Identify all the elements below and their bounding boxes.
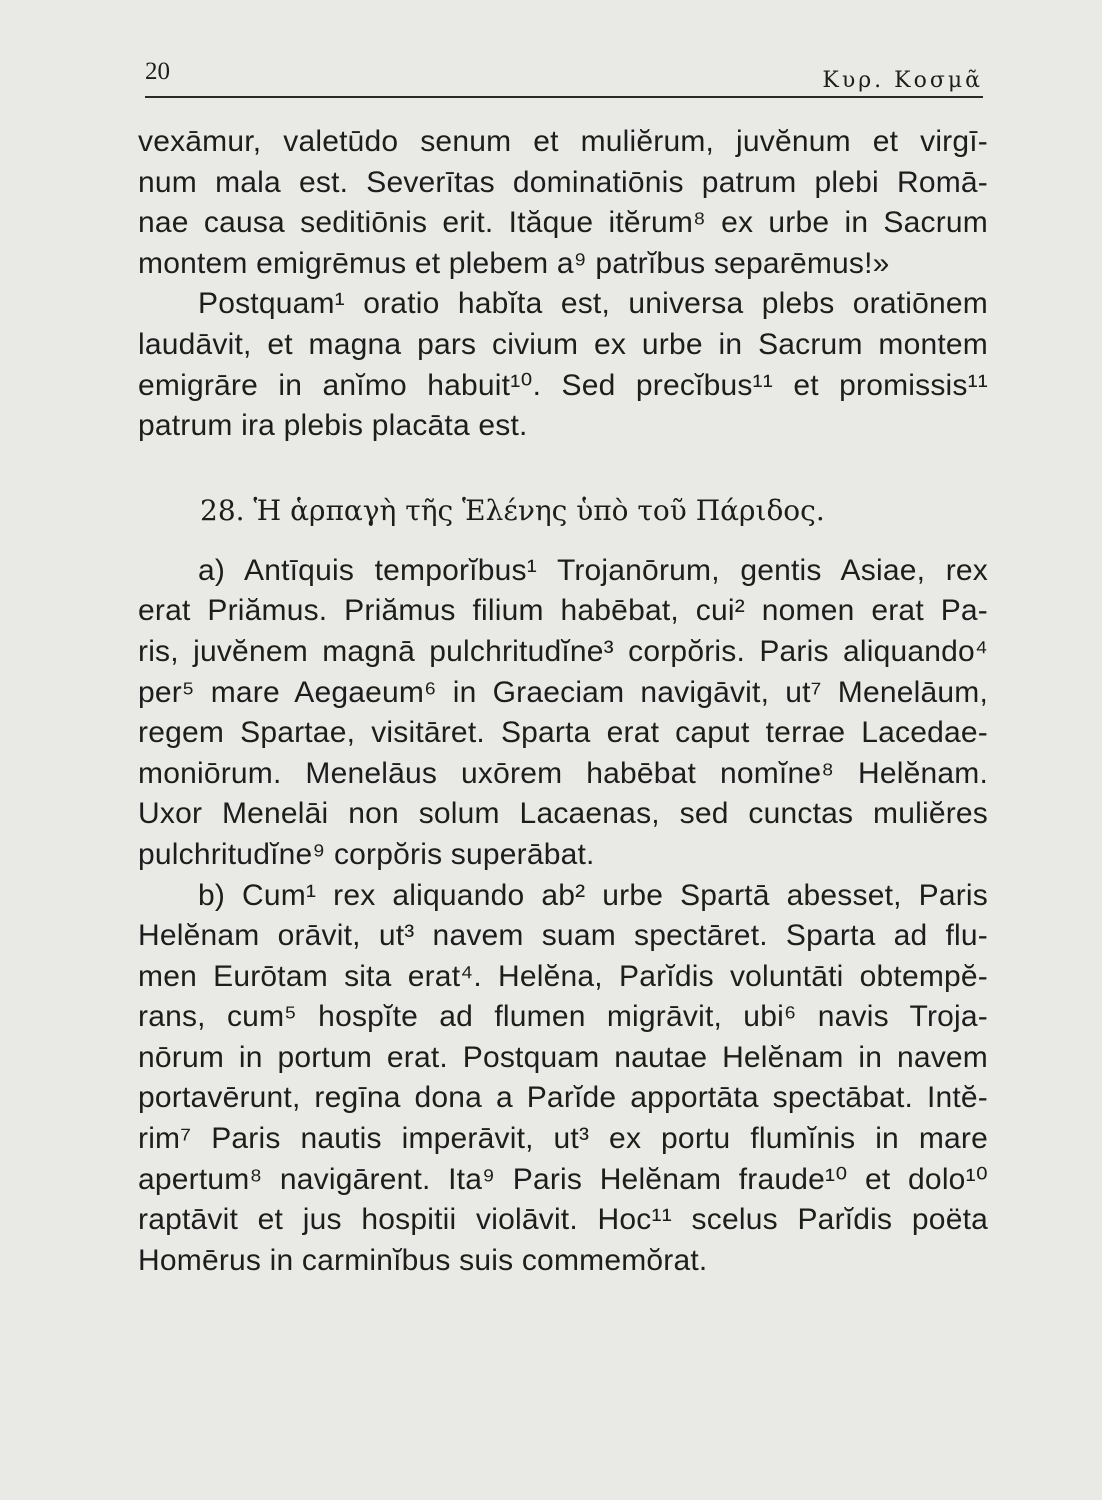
text-line: raptāvit et jus hospitii violāvit. Hoc¹¹ scelus Parĭdis poëta	[138, 1203, 988, 1237]
paragraph-1	[138, 122, 988, 284]
paragraph-3	[138, 551, 988, 876]
text-line: pulchritudĭne⁹ corpŏris superābat.	[138, 837, 595, 871]
text-line: men Eurōtam sita erat⁴. Helĕna, Parĭdis voluntāti obtempĕ-	[138, 959, 988, 993]
text-line: emigrāre in anĭmo habuit¹⁰. Sed precĭbus¹¹ et promissis¹¹	[138, 368, 988, 402]
text-line: moniōrum. Menelāus uxōrem habēbat nomĭne⁸ Helĕnam.	[138, 756, 988, 790]
text-line: a) Antīquis temporĭbus¹ Trojanōrum, gentis Asiae, rex	[198, 553, 988, 587]
text-line: b) Cum¹ rex aliquando ab² urbe Spartā abesset, Paris	[198, 878, 988, 912]
text-line: patrum ira plebis placāta est.	[138, 409, 528, 443]
text-line: nae causa seditiōnis erit. Ităque itĕrum⁸ ex urbe in Sacrum	[138, 206, 988, 240]
page-header	[145, 54, 983, 98]
text-line: rim⁷ Paris nautis imperāvit, ut³ ex portu flumĭnis in mare	[138, 1122, 988, 1156]
text-line: portavērunt, regīna dona a Parĭde apportāta spectābat. Intĕ-	[138, 1081, 988, 1115]
text-line: vexāmur, valetūdo senum et muliĕrum, juvĕnum et virgī-	[138, 125, 988, 158]
text-line: ris, juvĕnem magnā pulchritudĭne³ corpŏris. Paris aliquando⁴	[138, 634, 988, 668]
text-line: erat Priămus. Priămus filium habēbat, cui² nomen erat Pa-	[138, 594, 988, 628]
text-line: montem emigrēmus et plebem a⁹ patrĭbus separēmus!»	[138, 246, 890, 280]
text-line: laudāvit, et magna pars civium ex urbe in Sacrum montem	[138, 327, 988, 361]
text-line: apertum⁸ navigārent. Ita⁹ Paris Helĕnam fraude¹⁰ et dolo¹⁰	[138, 1162, 988, 1196]
section-heading: 28. Ἡ ἁρπαγὴ τῆς Ἑλένης ὑπὸ τοῦ Πάριδος.	[200, 493, 825, 527]
page-body	[138, 122, 988, 1281]
running-head: Κυρ. Κοσμᾶ	[822, 68, 983, 93]
text-line: nōrum in portum erat. Postquam nautae Helĕnam in navem	[138, 1040, 988, 1074]
text-line: regem Spartae, visitāret. Sparta erat caput terrae Lacedae-	[138, 716, 988, 750]
text-line: Homērus in carminĭbus suis commemŏrat.	[138, 1243, 708, 1277]
paragraph-4	[138, 876, 988, 1282]
paragraph-2	[138, 284, 988, 446]
text-line: Uxor Menelāi non solum Lacaenas, sed cunctas muliĕres	[138, 797, 988, 831]
text-line: Helĕnam orāvit, ut³ navem suam spectāret. Sparta ad flu-	[138, 919, 988, 953]
text-line: Postquam¹ oratio habĭta est, universa plebs oratiōnem	[198, 287, 988, 321]
text-line: per⁵ mare Aegaeum⁶ in Graeciam navigāvit, ut⁷ Menelāum,	[138, 675, 988, 709]
text-line: rans, cum⁵ hospĭte ad flumen migrāvit, ubi⁶ navis Troja-	[138, 1000, 988, 1034]
text-line: num mala est. Severītas dominatiōnis patrum plebi Romā-	[138, 165, 988, 199]
page-number: 20	[145, 58, 170, 85]
